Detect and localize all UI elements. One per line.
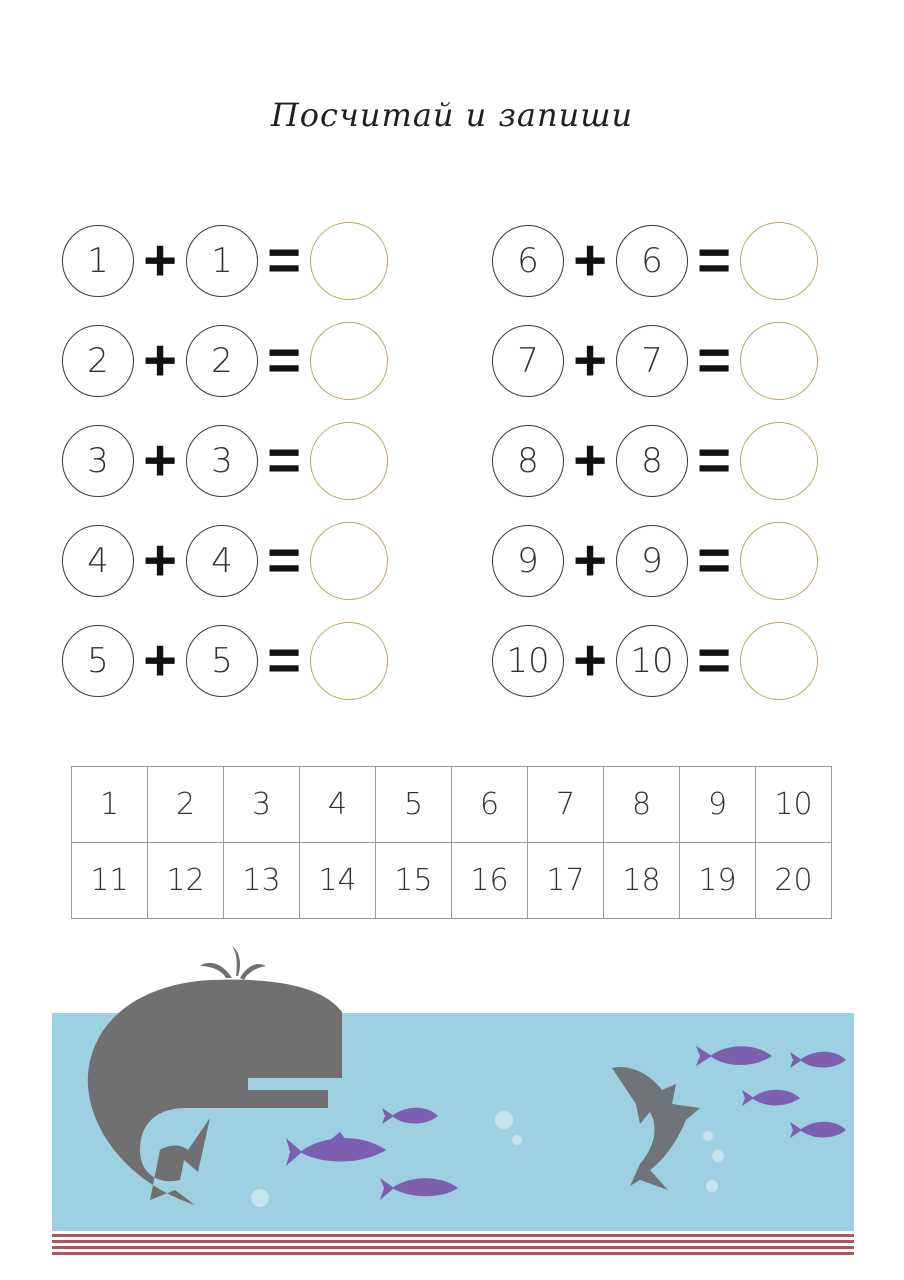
equals-sign: = (267, 428, 301, 493)
addend-circle: 10 (616, 625, 688, 697)
equals-sign: = (697, 628, 731, 693)
number-cell: 11 (72, 843, 148, 919)
plus-sign: + (143, 328, 177, 393)
stripes-border (52, 1234, 854, 1255)
bubble-icon (703, 1131, 713, 1141)
number-cell: 17 (528, 843, 604, 919)
bubble-icon (706, 1180, 718, 1192)
number-cell: 19 (680, 843, 756, 919)
number-cell: 1 (72, 767, 148, 843)
equals-sign: = (697, 328, 731, 393)
equals-sign: = (697, 428, 731, 493)
equals-sign: = (267, 528, 301, 593)
addend-circle: 6 (616, 225, 688, 297)
number-cell: 6 (452, 767, 528, 843)
addend-circle: 1 (62, 225, 134, 297)
number-cell: 8 (604, 767, 680, 843)
addend-circle: 5 (62, 625, 134, 697)
addend-circle: 7 (616, 325, 688, 397)
addend-circle: 4 (62, 525, 134, 597)
number-cell: 18 (604, 843, 680, 919)
addend-circle: 9 (492, 525, 564, 597)
number-cell: 4 (300, 767, 376, 843)
addend-circle: 8 (492, 425, 564, 497)
worksheet-title: Посчитай и запиши (270, 96, 634, 134)
addend-circle: 1 (186, 225, 258, 297)
number-cell: 2 (148, 767, 224, 843)
number-cell: 10 (756, 767, 832, 843)
number-cell: 20 (756, 843, 832, 919)
plus-sign: + (143, 628, 177, 693)
plus-sign: + (573, 428, 607, 493)
plus-sign: + (143, 428, 177, 493)
addend-circle: 3 (62, 425, 134, 497)
number-cell: 9 (680, 767, 756, 843)
number-cell: 5 (376, 767, 452, 843)
equals-sign: = (697, 528, 731, 593)
addend-circle: 4 (186, 525, 258, 597)
addend-circle: 6 (492, 225, 564, 297)
number-cell: 14 (300, 843, 376, 919)
plus-sign: + (573, 328, 607, 393)
number-cell: 16 (452, 843, 528, 919)
equals-sign: = (267, 328, 301, 393)
addend-circle: 8 (616, 425, 688, 497)
bubble-icon (512, 1135, 522, 1145)
equals-sign: = (267, 628, 301, 693)
plus-sign: + (143, 228, 177, 293)
bubble-icon (495, 1111, 513, 1129)
addend-circle: 3 (186, 425, 258, 497)
addend-circle: 7 (492, 325, 564, 397)
addend-circle: 2 (62, 325, 134, 397)
plus-sign: + (143, 528, 177, 593)
bubble-icon (712, 1150, 724, 1162)
addend-circle: 2 (186, 325, 258, 397)
equals-sign: = (697, 228, 731, 293)
number-cell: 15 (376, 843, 452, 919)
plus-sign: + (573, 628, 607, 693)
addend-circle: 5 (186, 625, 258, 697)
plus-sign: + (573, 228, 607, 293)
number-cell: 7 (528, 767, 604, 843)
plus-sign: + (573, 528, 607, 593)
number-cell: 3 (224, 767, 300, 843)
bubble-icon (251, 1189, 269, 1207)
number-cell: 12 (148, 843, 224, 919)
addend-circle: 10 (492, 625, 564, 697)
addend-circle: 9 (616, 525, 688, 597)
number-cell: 13 (224, 843, 300, 919)
equals-sign: = (267, 228, 301, 293)
